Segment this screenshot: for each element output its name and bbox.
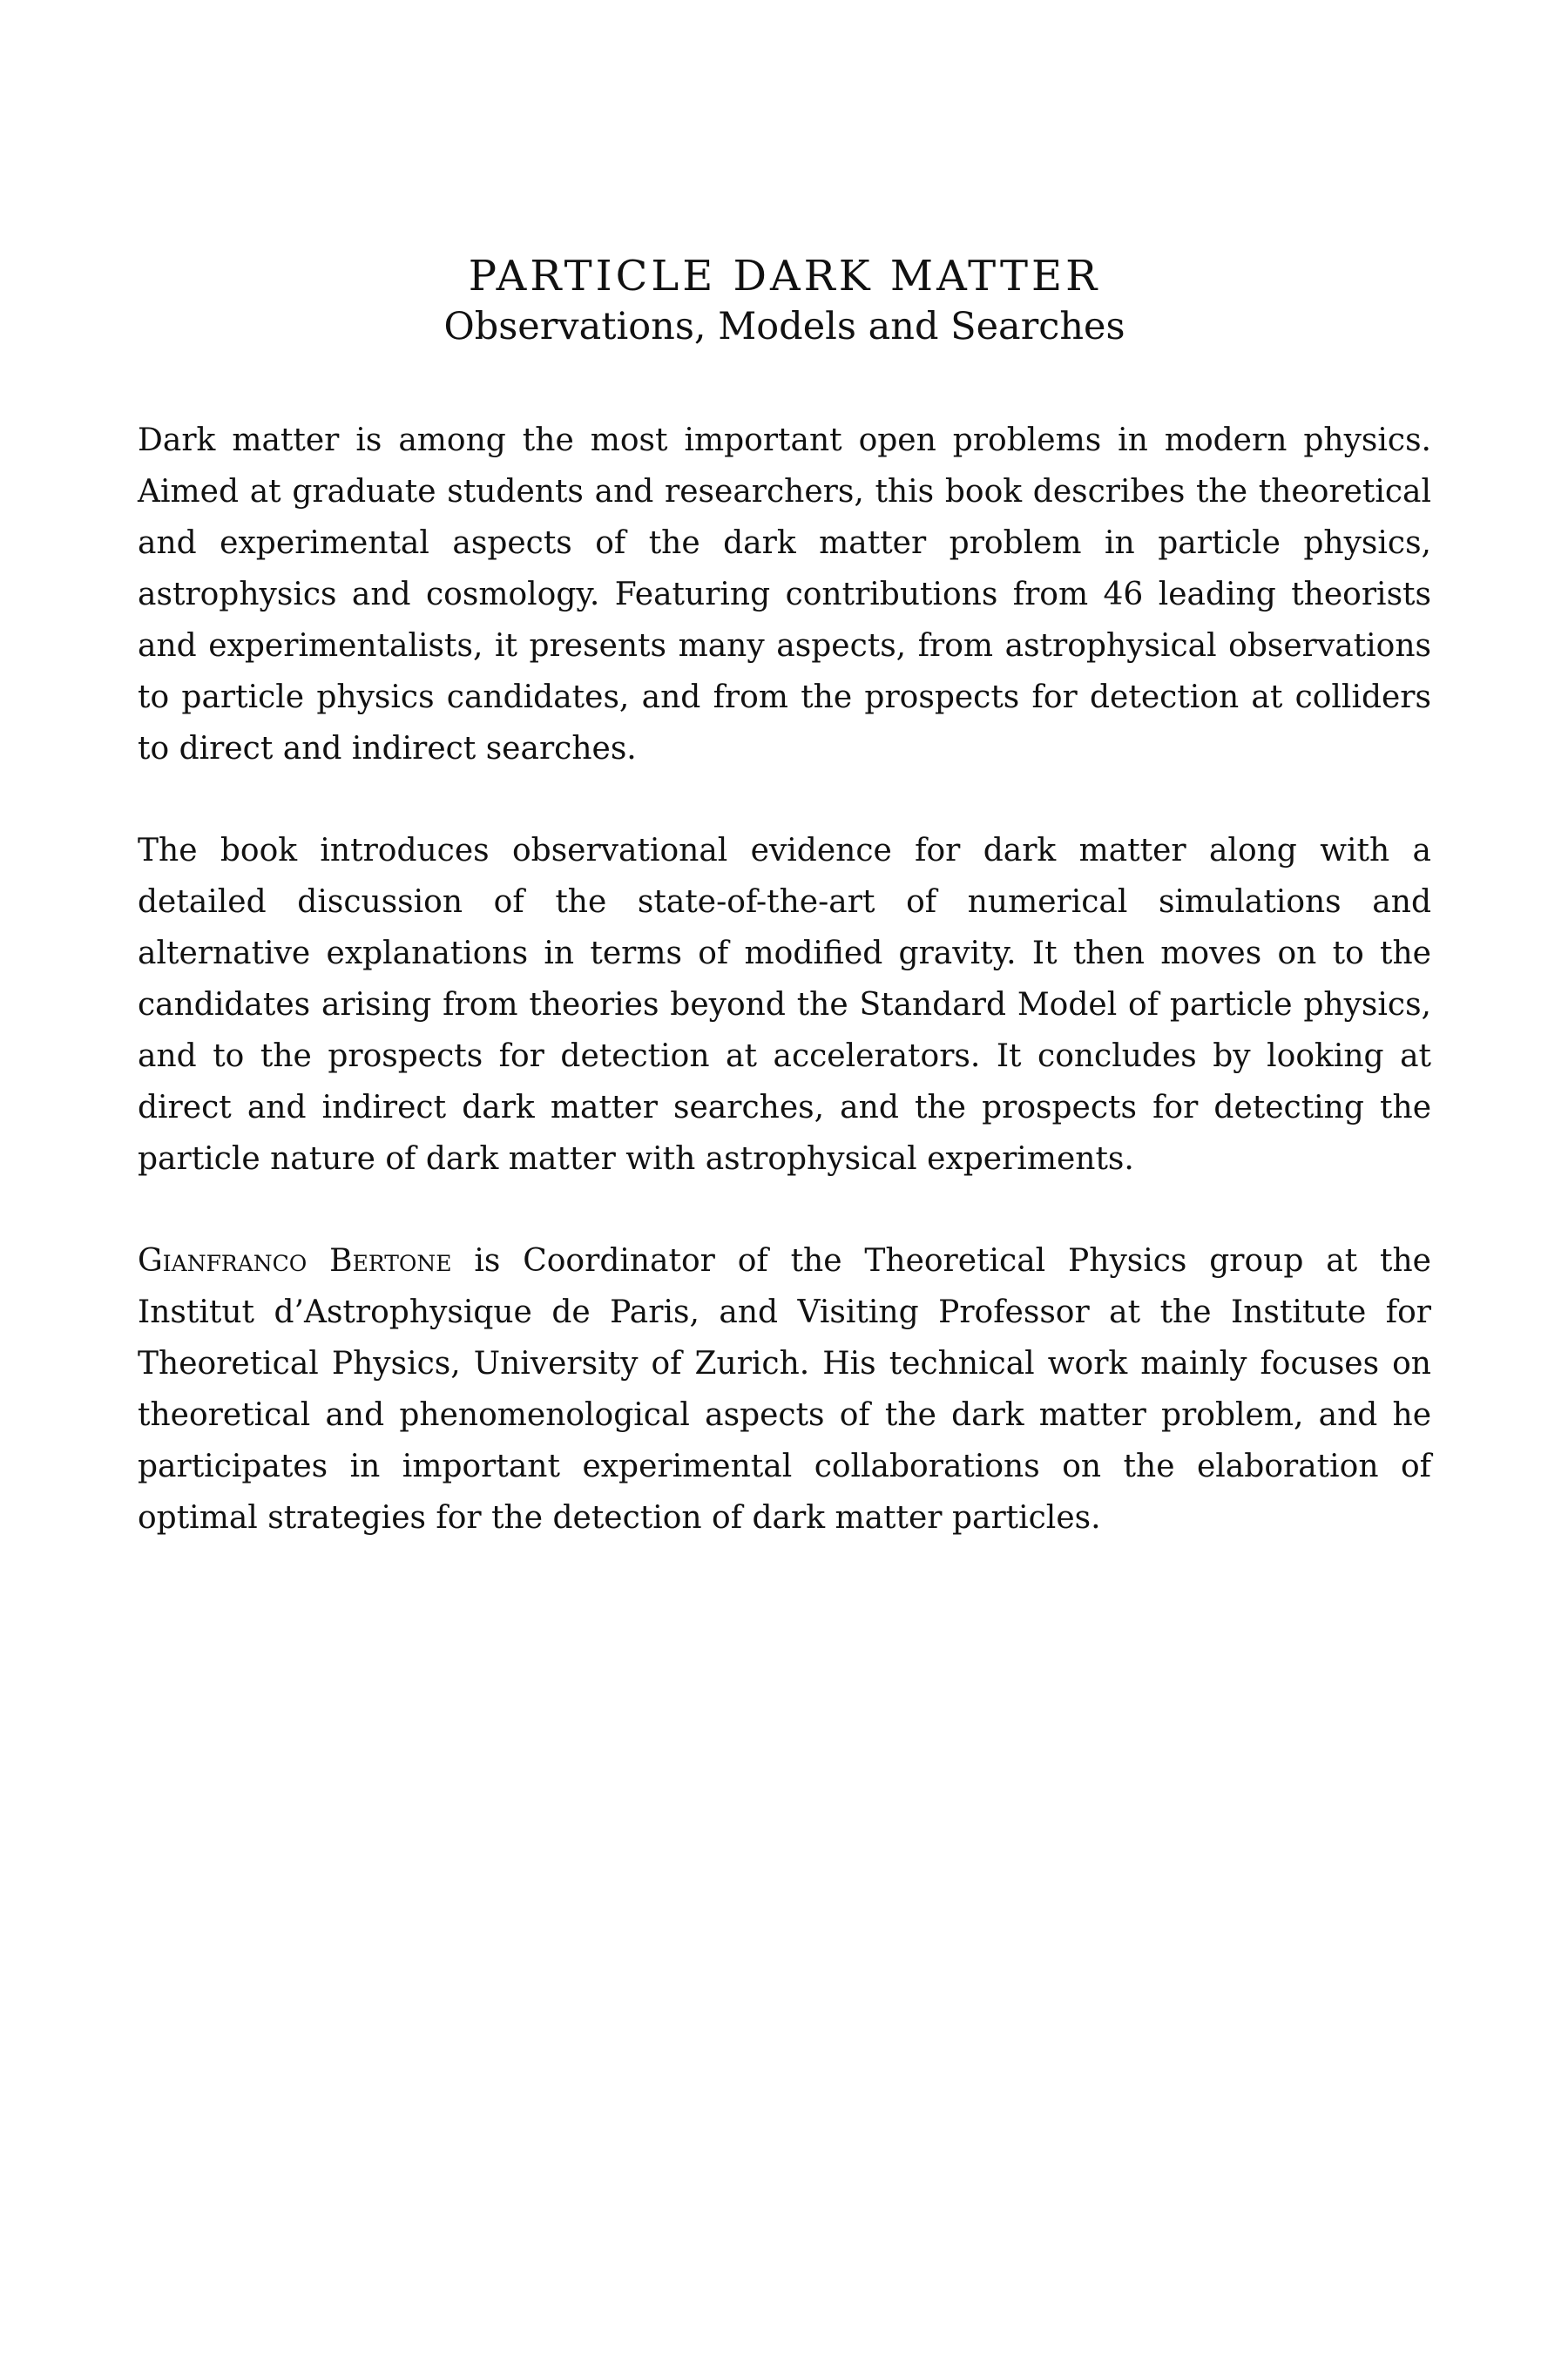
description-paragraph-2: The book introduces observational evidence for dark matter along with a detailed discussion of the state-of-the-art of numerical simulations and alternative explanations in terms of modified gravity. It then moves on to the candidates arising from theories beyond the Standard Model of particle physics, and to the prospects for detection at accelerators. It concludes by looking at direct and indirect dark matter searches, and the prospects for detecting the particle nature of dark matter with astrophysical experiments.	[138, 833, 1431, 1177]
book-description	[138, 415, 1431, 1594]
book-title: PARTICLE DARK MATTER	[468, 252, 1101, 301]
book-subtitle: Observations, Models and Searches	[443, 305, 1125, 348]
author-bio-text: is Coordinator of the Theoretical Physics group at the Institut d’Astrophysique de Paris, and Visiting Professor at the Institute for Theoretical Physics, University of Zurich. His technical work mainly focuses on theoretical and phenomenological aspects of the dark matter problem, and he participates in important experimental collaborations on the elaboration of optimal strategies for the detection of dark matter particles.	[138, 1243, 1431, 1536]
description-paragraph-1: Dark matter is among the most important open problems in modern physics. Aimed at graduate students and researchers, this book describes the theoretical and experimental aspects of the dark matter problem in particle physics, astrophysics and cosmology. Featuring contributions from 46 leading theorists and experimentalists, it presents many aspects, from astrophysical observations to particle physics candidates, and from the prospects for detection at colliders to direct and indirect searches.	[138, 422, 1431, 767]
author-bio	[138, 1235, 1431, 1544]
author-name: Gianfranco Bertone	[138, 1243, 452, 1279]
title-block	[138, 251, 1431, 352]
